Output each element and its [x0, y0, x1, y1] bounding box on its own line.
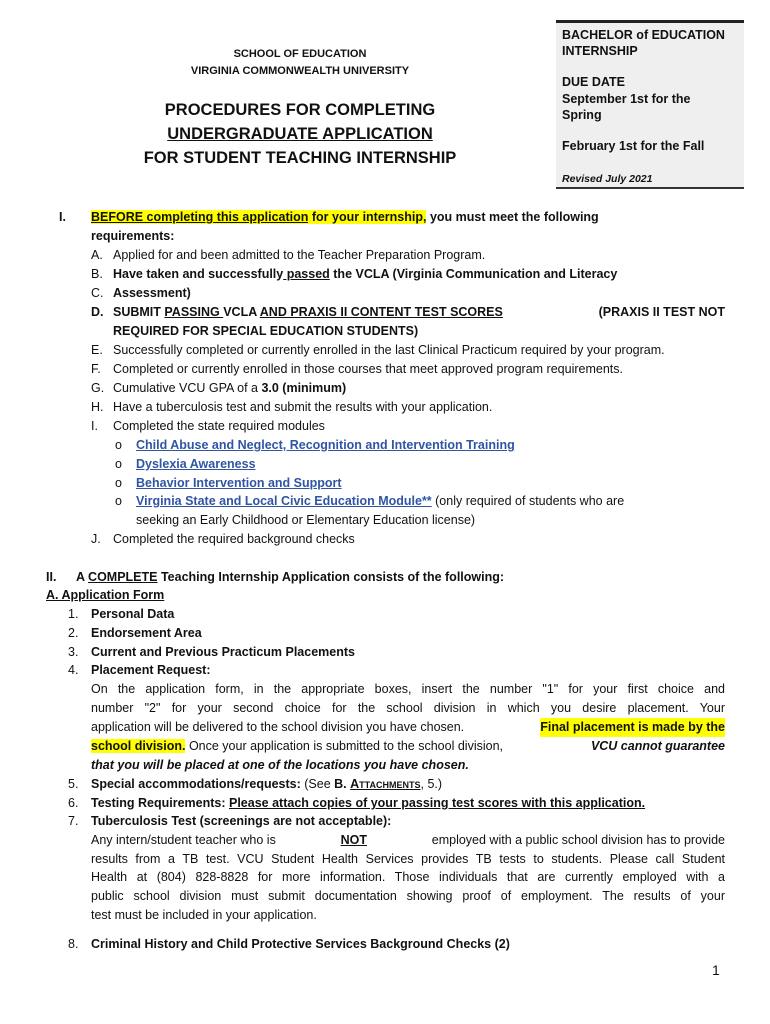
due-date-box: [556, 20, 744, 189]
intro-rest: you must meet the following: [426, 210, 599, 224]
module-link-civic[interactable]: Virginia State and Local Civic Education Module: [136, 494, 422, 508]
tb-line4: public school division must submit documentation showing proof of employment. The results of your: [91, 889, 725, 903]
box-due-label: DUE DATE: [562, 75, 625, 89]
school-name: SCHOOL OF EDUCATION: [233, 48, 367, 60]
module-link-behavior[interactable]: Behavior Intervention and Support: [136, 476, 342, 490]
box-spring-date: September 1st for the: [562, 92, 691, 106]
module-bullet-2: o: [115, 457, 122, 471]
section1-intro-line2: requirements:: [91, 229, 175, 243]
module-civic-line: Virginia State and Local Civic Education Module** (only required of students who are: [136, 494, 625, 508]
item-background: 8. Criminal History and Child Protective Services Background Checks (2): [68, 937, 510, 951]
placement-line2: number "2" for your second choice for the school division in which you desire placement. Your: [91, 701, 725, 715]
page-title-line1: PROCEDURES FOR COMPLETING: [164, 101, 436, 119]
req-d-cont: REQUIRED FOR SPECIAL EDUCATION STUDENTS): [113, 324, 419, 338]
box-internship: INTERNSHIP: [562, 44, 638, 58]
req-c: C. Assessment): [91, 286, 191, 300]
req-e: E. Successfully completed or currently enrolled in the last Clinical Practicum required by your program.: [91, 343, 665, 357]
item-special: 5. Special accommodations/requests: (See B. Attachments, 5.): [68, 777, 443, 791]
box-spring-term: Spring: [562, 108, 602, 122]
title-underlined: UNDERGRADUATE APPLICATION: [167, 125, 433, 143]
placement-line1: On the application form, in the appropriate boxes, insert the number "1" for your first choice and: [91, 682, 725, 696]
req-a: A. Applied for and been admitted to the Teacher Preparation Program.: [91, 248, 486, 262]
tb-line2: results from a TB test. VCU Student Health Services provides TB tests to students. Please call Student: [91, 852, 725, 866]
placement-line5: that you will be placed at one of the locations you have chosen.: [91, 758, 469, 772]
tb-line1: Any intern/student teacher who is NOT employed with a public school division has to provide: [91, 833, 725, 847]
intro-highlight: BEFORE completing this application: [91, 210, 309, 224]
req-f: F. Completed or currently enrolled in those courses that meet approved program requirements.: [91, 362, 623, 376]
section2-heading: A COMPLETE Teaching Internship Application consists of the following:: [76, 570, 505, 584]
req-h: H. Have a tuberculosis test and submit the results with your application.: [91, 400, 493, 414]
civic-stars: **: [421, 494, 432, 508]
module-link-dyslexia[interactable]: Dyslexia Awareness: [136, 457, 256, 471]
item-testing: 6. Testing Requirements: Please attach copies of your passing test scores with this application.: [68, 796, 646, 810]
module-link-child-abuse[interactable]: Child Abuse and Neglect, Recognition and Intervention Training: [136, 438, 515, 452]
req-i: I. Completed the state required modules: [91, 419, 325, 433]
page-number: 1: [712, 962, 720, 978]
tb-line5: test must be included in your application.: [91, 908, 317, 922]
section1-numeral: I.: [59, 210, 66, 224]
module-bullet-3: o: [115, 476, 122, 490]
intro-highlight-2: for your internship,: [308, 210, 426, 224]
page-title-line2: [120, 122, 480, 146]
university-name: VIRGINIA COMMONWEALTH UNIVERSITY: [190, 65, 410, 77]
section1-intro: [91, 208, 725, 227]
module-civic-note: seeking an Early Childhood or Elementary Education license): [136, 513, 476, 527]
req-b: B. Have taken and successfully passed the VCLA (Virginia Communication and Literacy: [91, 267, 618, 281]
tb-line3: Health at (804) 828-8828 for more information. Those individuals that are currently employed with a: [91, 870, 725, 884]
placement-line3: application will be delivered to the school division you have chosen. Final placement is made by the: [91, 718, 725, 737]
box-fall-date: February 1st for the Fall: [562, 139, 705, 153]
application-form-heading: A. Application Form: [46, 588, 165, 602]
item-endorsement: 2. Endorsement Area: [68, 626, 202, 640]
req-g: G. Cumulative VCU GPA of a 3.0 (minimum): [91, 381, 347, 395]
item-tb: 7. Tuberculosis Test (screenings are not acceptable):: [68, 814, 392, 828]
req-j: J. Completed the required background checks: [91, 532, 355, 546]
module-bullet-1: o: [115, 438, 122, 452]
page-title-line3: FOR STUDENT TEACHING INTERNSHIP: [143, 149, 457, 167]
item-placement: 4. Placement Request:: [68, 663, 211, 677]
module-bullet-4: o: [115, 494, 122, 508]
item-practicum: 3. Current and Previous Practicum Placements: [68, 645, 355, 659]
box-revised: Revised July 2021: [562, 173, 653, 185]
box-program: BACHELOR of EDUCATION: [562, 28, 725, 42]
placement-line4: school division. Once your application is submitted to the school division, VCU cannot guarantee: [91, 739, 725, 753]
item-personal-data: 1. Personal Data: [68, 607, 175, 621]
section2-numeral: II.: [46, 570, 57, 584]
